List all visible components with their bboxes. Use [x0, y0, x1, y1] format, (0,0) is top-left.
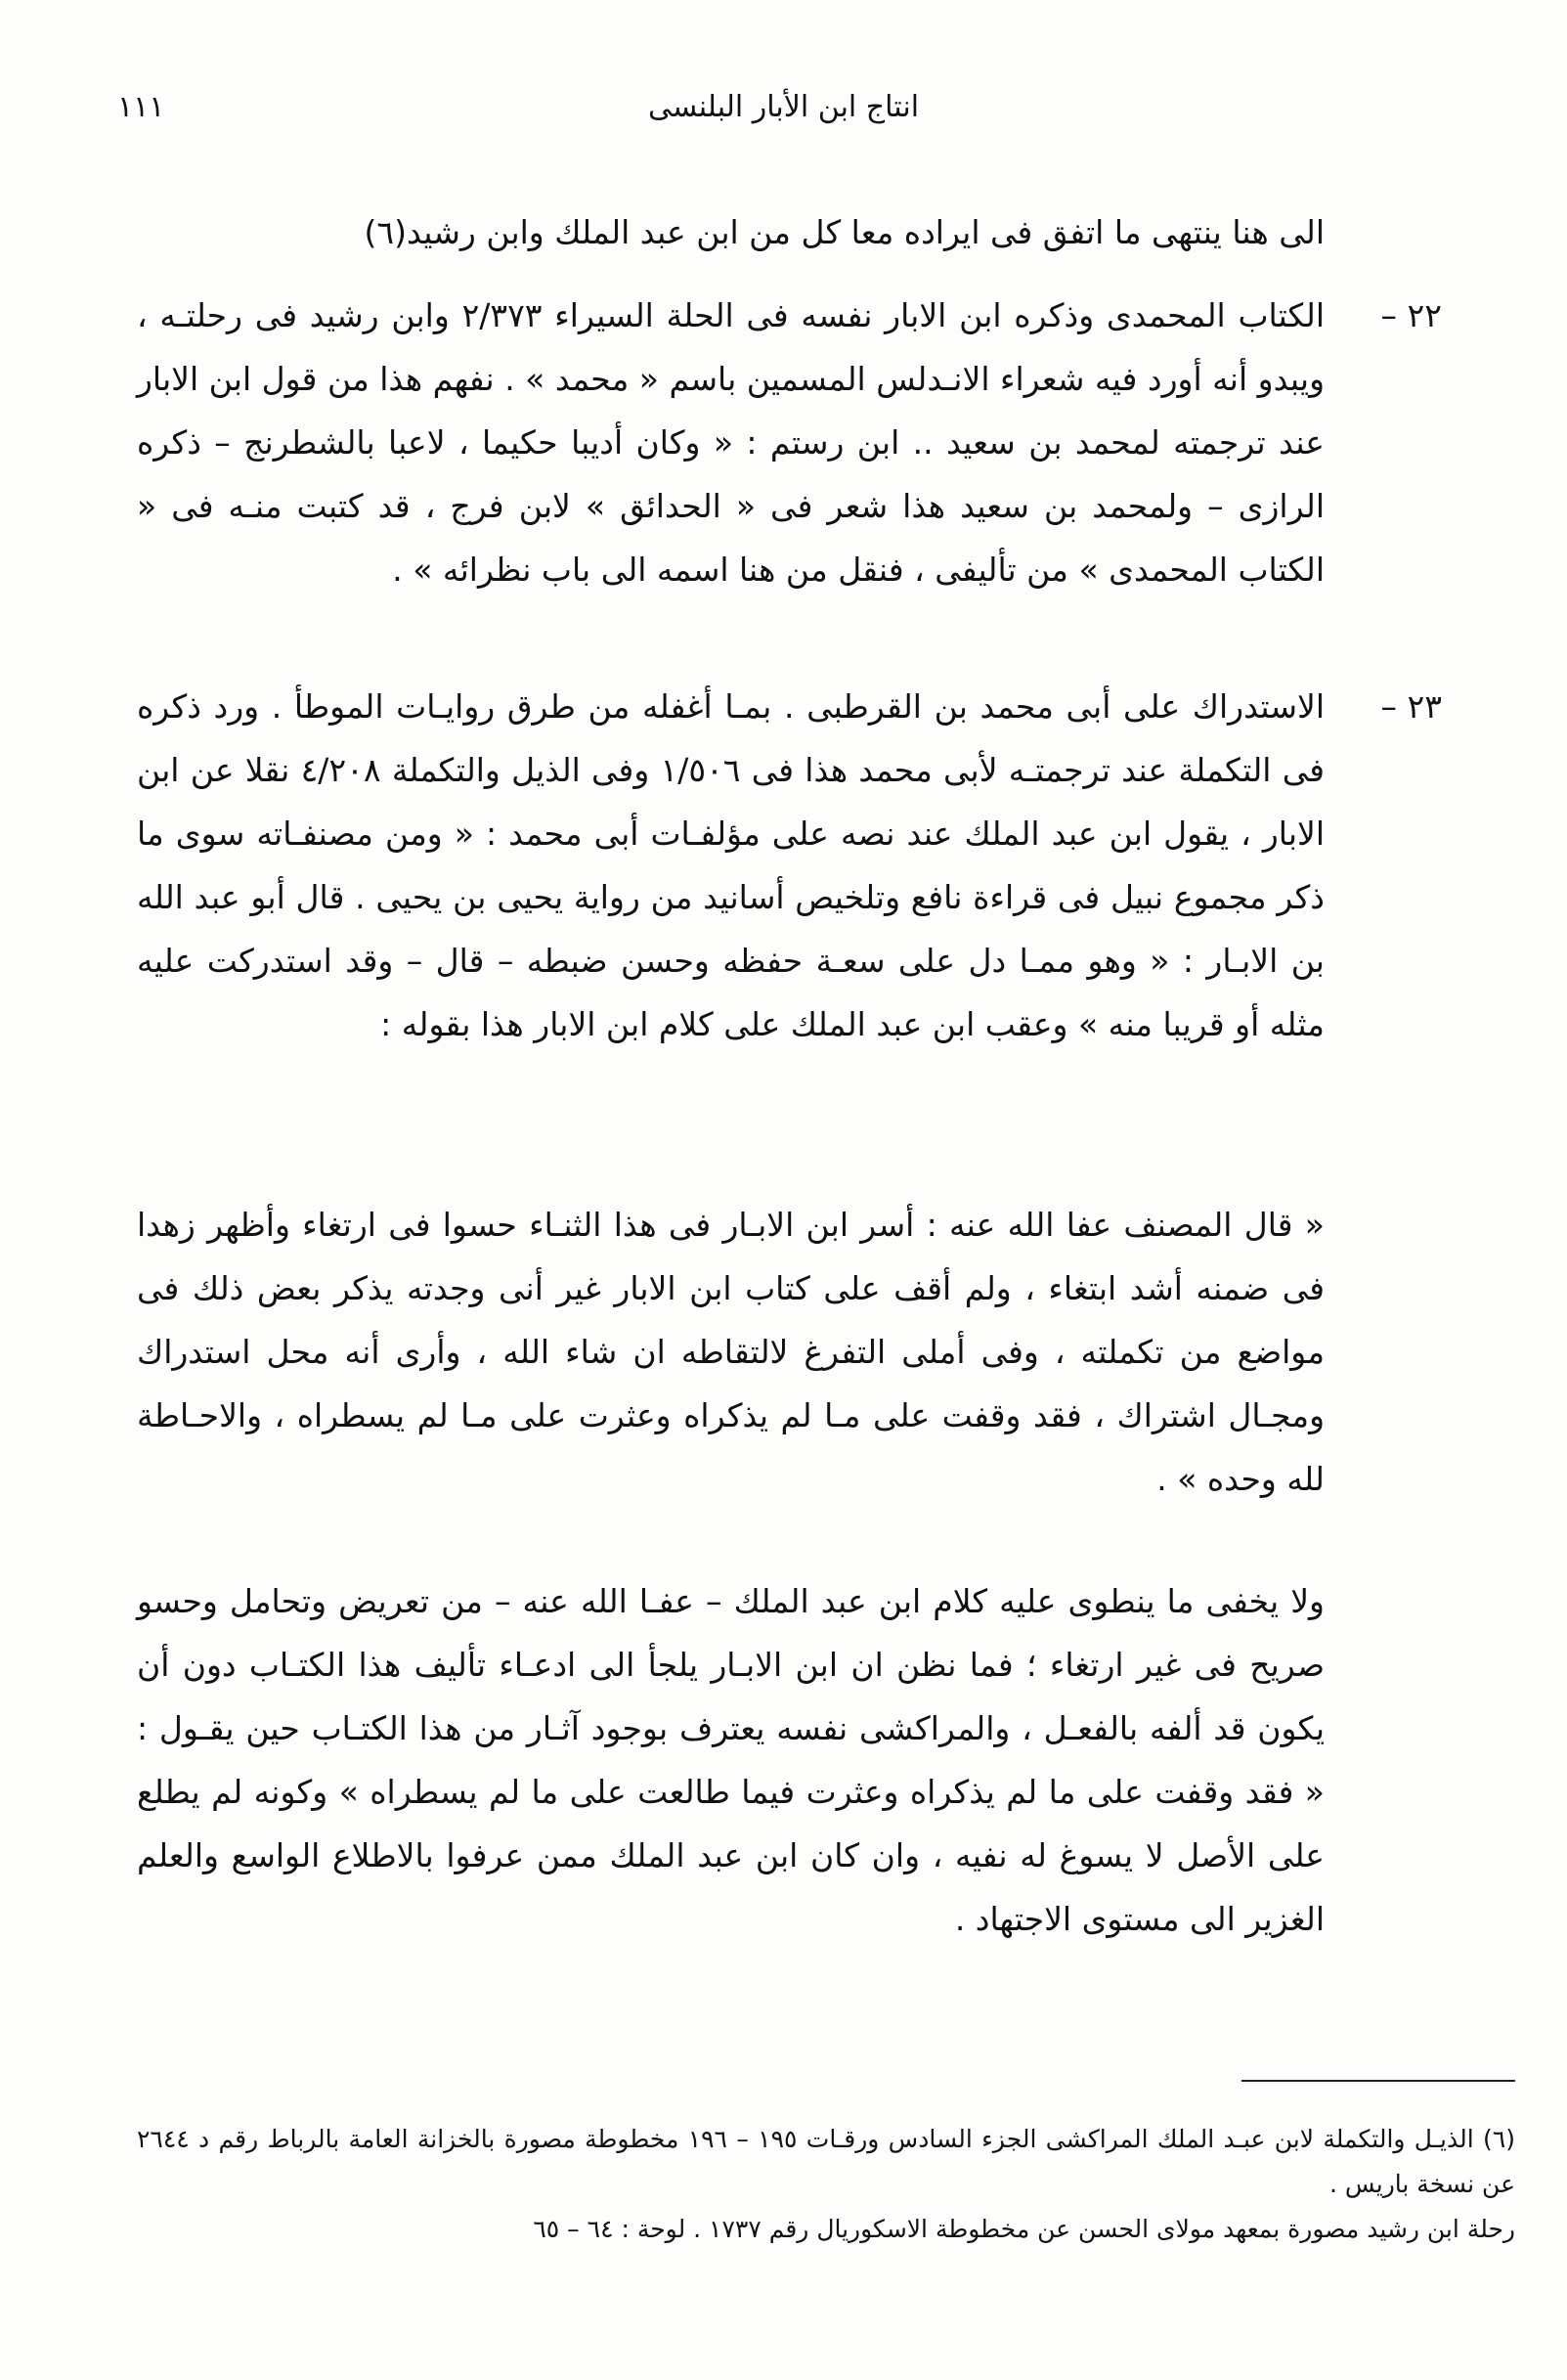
footnote-6: (٦) الذيـل والتكملة لابن عبـد الملك المراكشى الجزء السادس ورقـات ١٩٥ – ١٩٦ مخطوطة مصورة بالخزانة العامة بالرباط رقم د ٢٦٤٤ عن نسخة باريس .: [137, 2125, 1515, 2198]
running-head: [117, 90, 1450, 139]
intro-paragraph: الى هنا ينتهى ما اتفق فى ايراده معا كل من ابن عبد الملك وابن رشيد(٦): [364, 213, 1325, 251]
footnote-divider: [1241, 2080, 1515, 2082]
page-number: ١١١: [117, 90, 165, 124]
running-title: انتاج ابن الأبار البلنسى: [647, 90, 920, 124]
entry-number: ٢٣ –: [1380, 687, 1442, 726]
entry-text: الاستدراك على أبى محمد بن القرطبى . بمـا أغفله من طرق روايـات الموطأ . ورد ذكره فى التكملة عند ترجمتـه لأبى محمد هذا فى ١/٥٠٦ وفى الذيل والتكملة ٤/٢٠٨ نقلا عن ابن الابار ، يقول ابن عبد الملك عند نصه على مؤلفـات أبى محمد : « ومن مصنفـاته سوى ما ذكر مجموع نبيل فى قراءة نافع وتلخيص أسانيد من رواية يحيى بن يحيى . قال أبو عبد الله بن الابـار : « وهو ممـا دل على سعـة حفظه وحسن ضبطه – قال – وقد استدركت عليه مثله أو قريبا منه » وعقب ابن عبد الملك على كلام ابن الابار هذا بقوله :: [137, 687, 1325, 1043]
block-quote: « قال المصنف عفا الله عنه : أسر ابن الابـار فى هذا الثنـاء حسوا فى ارتغاء وأظهر زهدا فى ضمنه أشد ابتغاء ، ولم أقف على كتاب ابن الابار غير أنى وجدته يذكر بعض ذلك فى مواضع من تكملته ، وفى أملى التفرغ لالتقاطه ان شاء الله ، وأرى أنه محل استدراك ومجـال اشتراك ، فقد وقفت على مـا لم يذكراه وعثرت على مـا لم يسطراه ، والاحـاطة لله وحده » .: [137, 1206, 1325, 1498]
entry-22: [137, 284, 1442, 601]
footnotes: [137, 2117, 1515, 2252]
entry-number: ٢٢ –: [1380, 296, 1442, 334]
entry-23: [137, 675, 1442, 1056]
closing-paragraph: ولا يخفى ما ينطوى عليه كلام ابن عبد الملك – عفـا الله عنه – من تعريض وتحامل وحسو صريح فى غير ارتغاء ؛ فما نظن ان ابن الابـار يلجأ الى ادعـاء تأليف هذا الكتـاب دون أن يكون قد ألفه بالفعـل ، والمراكشى نفسه يعترف بوجود آثـار من هذا الكتـاب حين يقـول : « فقد وقفت على ما لم يذكراه وعثرت فيما طالعت على ما لم يسطراه » وكونه لم يطلع على الأصل لا يسوغ له نفيه ، وان كان ابن عبد الملك ممن عرفوا بالاطلاع الواسع والعلم الغزير الى مستوى الاجتهاد .: [137, 1582, 1325, 1938]
entry-text: الكتاب المحمدى وذكره ابن الابار نفسه فى الحلة السيراء ٢/٣٧٣ وابن رشيد فى رحلتـه ، ويبدو أنه أورد فيه شعراء الانـدلس المسمين باسم « محمد » . نفهم هذا من قول ابن الابار عند ترجمته لمحمد بن سعيد .. ابن رستم : « وكان أديبا حكيما ، لاعبا بالشطرنج – ذكره الرازى – ولمحمد بن سعيد هذا شعر فى « الحدائق » لابن فرج ، قد كتبت منـه فى « الكتاب المحمدى » من تأليفى ، فنقل من هنا اسمه الى باب نظرائه » .: [137, 296, 1325, 589]
footnote-continuation: رحلة ابن رشيد مصورة بمعهد مولاى الحسن عن مخطوطة الاسكوريال رقم ١٧٣٧ . لوحة : ٦٤ – ٦٥: [533, 2215, 1515, 2243]
